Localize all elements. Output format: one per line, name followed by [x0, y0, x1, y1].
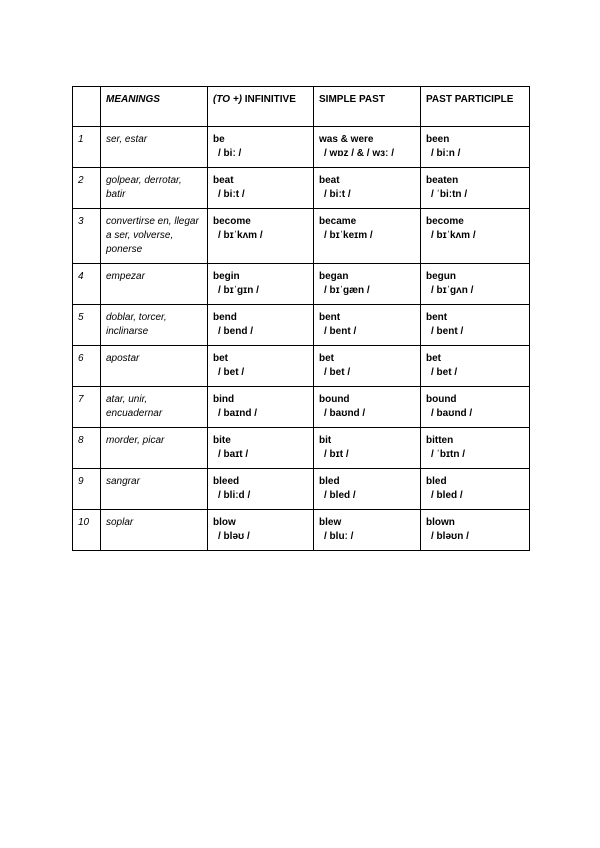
simple-past-cell	[314, 168, 421, 209]
row-number: 6	[73, 346, 101, 387]
past-participle-word: bled	[426, 476, 447, 487]
infinitive-cell	[208, 428, 314, 469]
table-row	[73, 469, 530, 510]
table-row	[73, 305, 530, 346]
infinitive-pronunciation: / bend /	[218, 326, 253, 337]
simple-past-pronunciation: / bet /	[324, 367, 351, 378]
simple-past-word: bled	[319, 476, 340, 487]
infinitive-cell	[208, 168, 314, 209]
simple-past-pronunciation: / baʊnd /	[324, 408, 366, 419]
simple-past-pronunciation: / biːt /	[324, 189, 351, 200]
infinitive-word: beat	[213, 175, 234, 186]
infinitive-word: bend	[213, 312, 237, 323]
past-participle-pronunciation: / baʊnd /	[431, 408, 473, 419]
simple-past-cell	[314, 428, 421, 469]
simple-past-pronunciation: / bluː /	[324, 531, 354, 542]
irregular-verbs-table	[72, 86, 530, 551]
simple-past-word: became	[319, 216, 357, 227]
row-number: 4	[73, 264, 101, 305]
simple-past-word: blew	[319, 517, 342, 528]
infinitive-word: begin	[213, 271, 240, 282]
simple-past-word: was & were	[319, 134, 374, 145]
past-participle-pronunciation: / bled /	[431, 490, 463, 501]
simple-past-word: beat	[319, 175, 340, 186]
simple-past-pronunciation: / bɪˈɡæn /	[324, 285, 370, 296]
simple-past-pronunciation: / bled /	[324, 490, 356, 501]
table-row	[73, 127, 530, 168]
past-participle-cell	[421, 428, 530, 469]
meaning-cell: morder, picar	[101, 428, 208, 469]
past-participle-pronunciation: / bent /	[431, 326, 464, 337]
table-row	[73, 346, 530, 387]
infinitive-pronunciation: / baɪnd /	[218, 408, 258, 419]
past-participle-pronunciation: / bɪˈɡʌn /	[431, 285, 474, 296]
simple-past-word: bit	[319, 435, 332, 446]
infinitive-cell	[208, 387, 314, 428]
simple-past-cell	[314, 387, 421, 428]
past-participle-cell	[421, 387, 530, 428]
past-participle-pronunciation: / bləʊn /	[431, 531, 469, 542]
row-number: 1	[73, 127, 101, 168]
row-number: 8	[73, 428, 101, 469]
simple-past-cell	[314, 209, 421, 264]
past-participle-word: bet	[426, 353, 441, 364]
infinitive-word: be	[213, 134, 225, 145]
row-number: 9	[73, 469, 101, 510]
past-participle-pronunciation: / bɪˈkʌm /	[431, 230, 476, 241]
simple-past-word: bound	[319, 394, 350, 405]
header-infinitive-prefix: (TO +)	[213, 94, 242, 105]
row-number: 2	[73, 168, 101, 209]
table-row	[73, 428, 530, 469]
header-infinitive-label: INFINITIVE	[244, 94, 296, 105]
header-meanings: MEANINGS	[101, 87, 208, 127]
header-past-participle: PAST PARTICIPLE	[421, 87, 530, 127]
infinitive-cell	[208, 469, 314, 510]
infinitive-word: bind	[213, 394, 235, 405]
past-participle-cell	[421, 264, 530, 305]
row-number: 3	[73, 209, 101, 264]
past-participle-pronunciation: / bet /	[431, 367, 458, 378]
infinitive-word: become	[213, 216, 251, 227]
table-row	[73, 168, 530, 209]
infinitive-pronunciation: / biːt /	[218, 189, 245, 200]
past-participle-cell	[421, 469, 530, 510]
past-participle-word: bent	[426, 312, 448, 323]
meaning-cell: sangrar	[101, 469, 208, 510]
simple-past-cell	[314, 127, 421, 168]
past-participle-cell	[421, 305, 530, 346]
meaning-cell: doblar, torcer, inclinarse	[101, 305, 208, 346]
infinitive-pronunciation: / baɪt /	[218, 449, 249, 460]
table-row	[73, 209, 530, 264]
infinitive-cell	[208, 127, 314, 168]
infinitive-pronunciation: / bet /	[218, 367, 245, 378]
simple-past-word: began	[319, 271, 349, 282]
simple-past-cell	[314, 305, 421, 346]
meaning-cell: atar, unir, encuadernar	[101, 387, 208, 428]
meaning-cell: soplar	[101, 510, 208, 551]
past-participle-pronunciation: / ˈbɪtn /	[431, 449, 466, 460]
simple-past-cell	[314, 469, 421, 510]
past-participle-word: bound	[426, 394, 457, 405]
simple-past-cell	[314, 510, 421, 551]
past-participle-word: bitten	[426, 435, 454, 446]
simple-past-pronunciation: / wɒz / & / wɜː /	[324, 148, 394, 159]
past-participle-cell	[421, 209, 530, 264]
row-number: 5	[73, 305, 101, 346]
infinitive-pronunciation: / bləʊ /	[218, 531, 250, 542]
header-simple-past: SIMPLE PAST	[314, 87, 421, 127]
simple-past-cell	[314, 264, 421, 305]
simple-past-word: bet	[319, 353, 334, 364]
infinitive-cell	[208, 209, 314, 264]
row-number: 10	[73, 510, 101, 551]
table-row	[73, 510, 530, 551]
infinitive-pronunciation: / bɪˈkʌm /	[218, 230, 263, 241]
infinitive-cell	[208, 510, 314, 551]
past-participle-cell	[421, 127, 530, 168]
infinitive-word: bleed	[213, 476, 240, 487]
meaning-cell: empezar	[101, 264, 208, 305]
simple-past-cell	[314, 346, 421, 387]
infinitive-cell	[208, 305, 314, 346]
infinitive-word: bite	[213, 435, 231, 446]
meaning-cell: golpear, derrotar, batir	[101, 168, 208, 209]
simple-past-pronunciation: / bɪt /	[324, 449, 349, 460]
past-participle-pronunciation: / biːn /	[431, 148, 461, 159]
past-participle-word: beaten	[426, 175, 459, 186]
meaning-cell: ser, estar	[101, 127, 208, 168]
header-infinitive	[208, 87, 314, 127]
infinitive-pronunciation: / bliːd /	[218, 490, 251, 501]
infinitive-cell	[208, 346, 314, 387]
infinitive-word: blow	[213, 517, 236, 528]
simple-past-word: bent	[319, 312, 341, 323]
table-row	[73, 387, 530, 428]
infinitive-word: bet	[213, 353, 228, 364]
header-row	[73, 87, 530, 127]
past-participle-word: become	[426, 216, 464, 227]
past-participle-cell	[421, 168, 530, 209]
header-number	[73, 87, 101, 127]
past-participle-pronunciation: / ˈbiːtn /	[431, 189, 468, 200]
row-number: 7	[73, 387, 101, 428]
table-row	[73, 264, 530, 305]
past-participle-cell	[421, 510, 530, 551]
simple-past-pronunciation: / bent /	[324, 326, 357, 337]
past-participle-word: blown	[426, 517, 455, 528]
infinitive-pronunciation: / bɪˈɡɪn /	[218, 285, 259, 296]
infinitive-pronunciation: / biː /	[218, 148, 242, 159]
past-participle-word: begun	[426, 271, 456, 282]
meaning-cell: convertirse en, llegar a ser, volverse, ponerse	[101, 209, 208, 264]
past-participle-cell	[421, 346, 530, 387]
meaning-cell: apostar	[101, 346, 208, 387]
infinitive-cell	[208, 264, 314, 305]
simple-past-pronunciation: / bɪˈkeɪm /	[324, 230, 373, 241]
past-participle-word: been	[426, 134, 450, 145]
